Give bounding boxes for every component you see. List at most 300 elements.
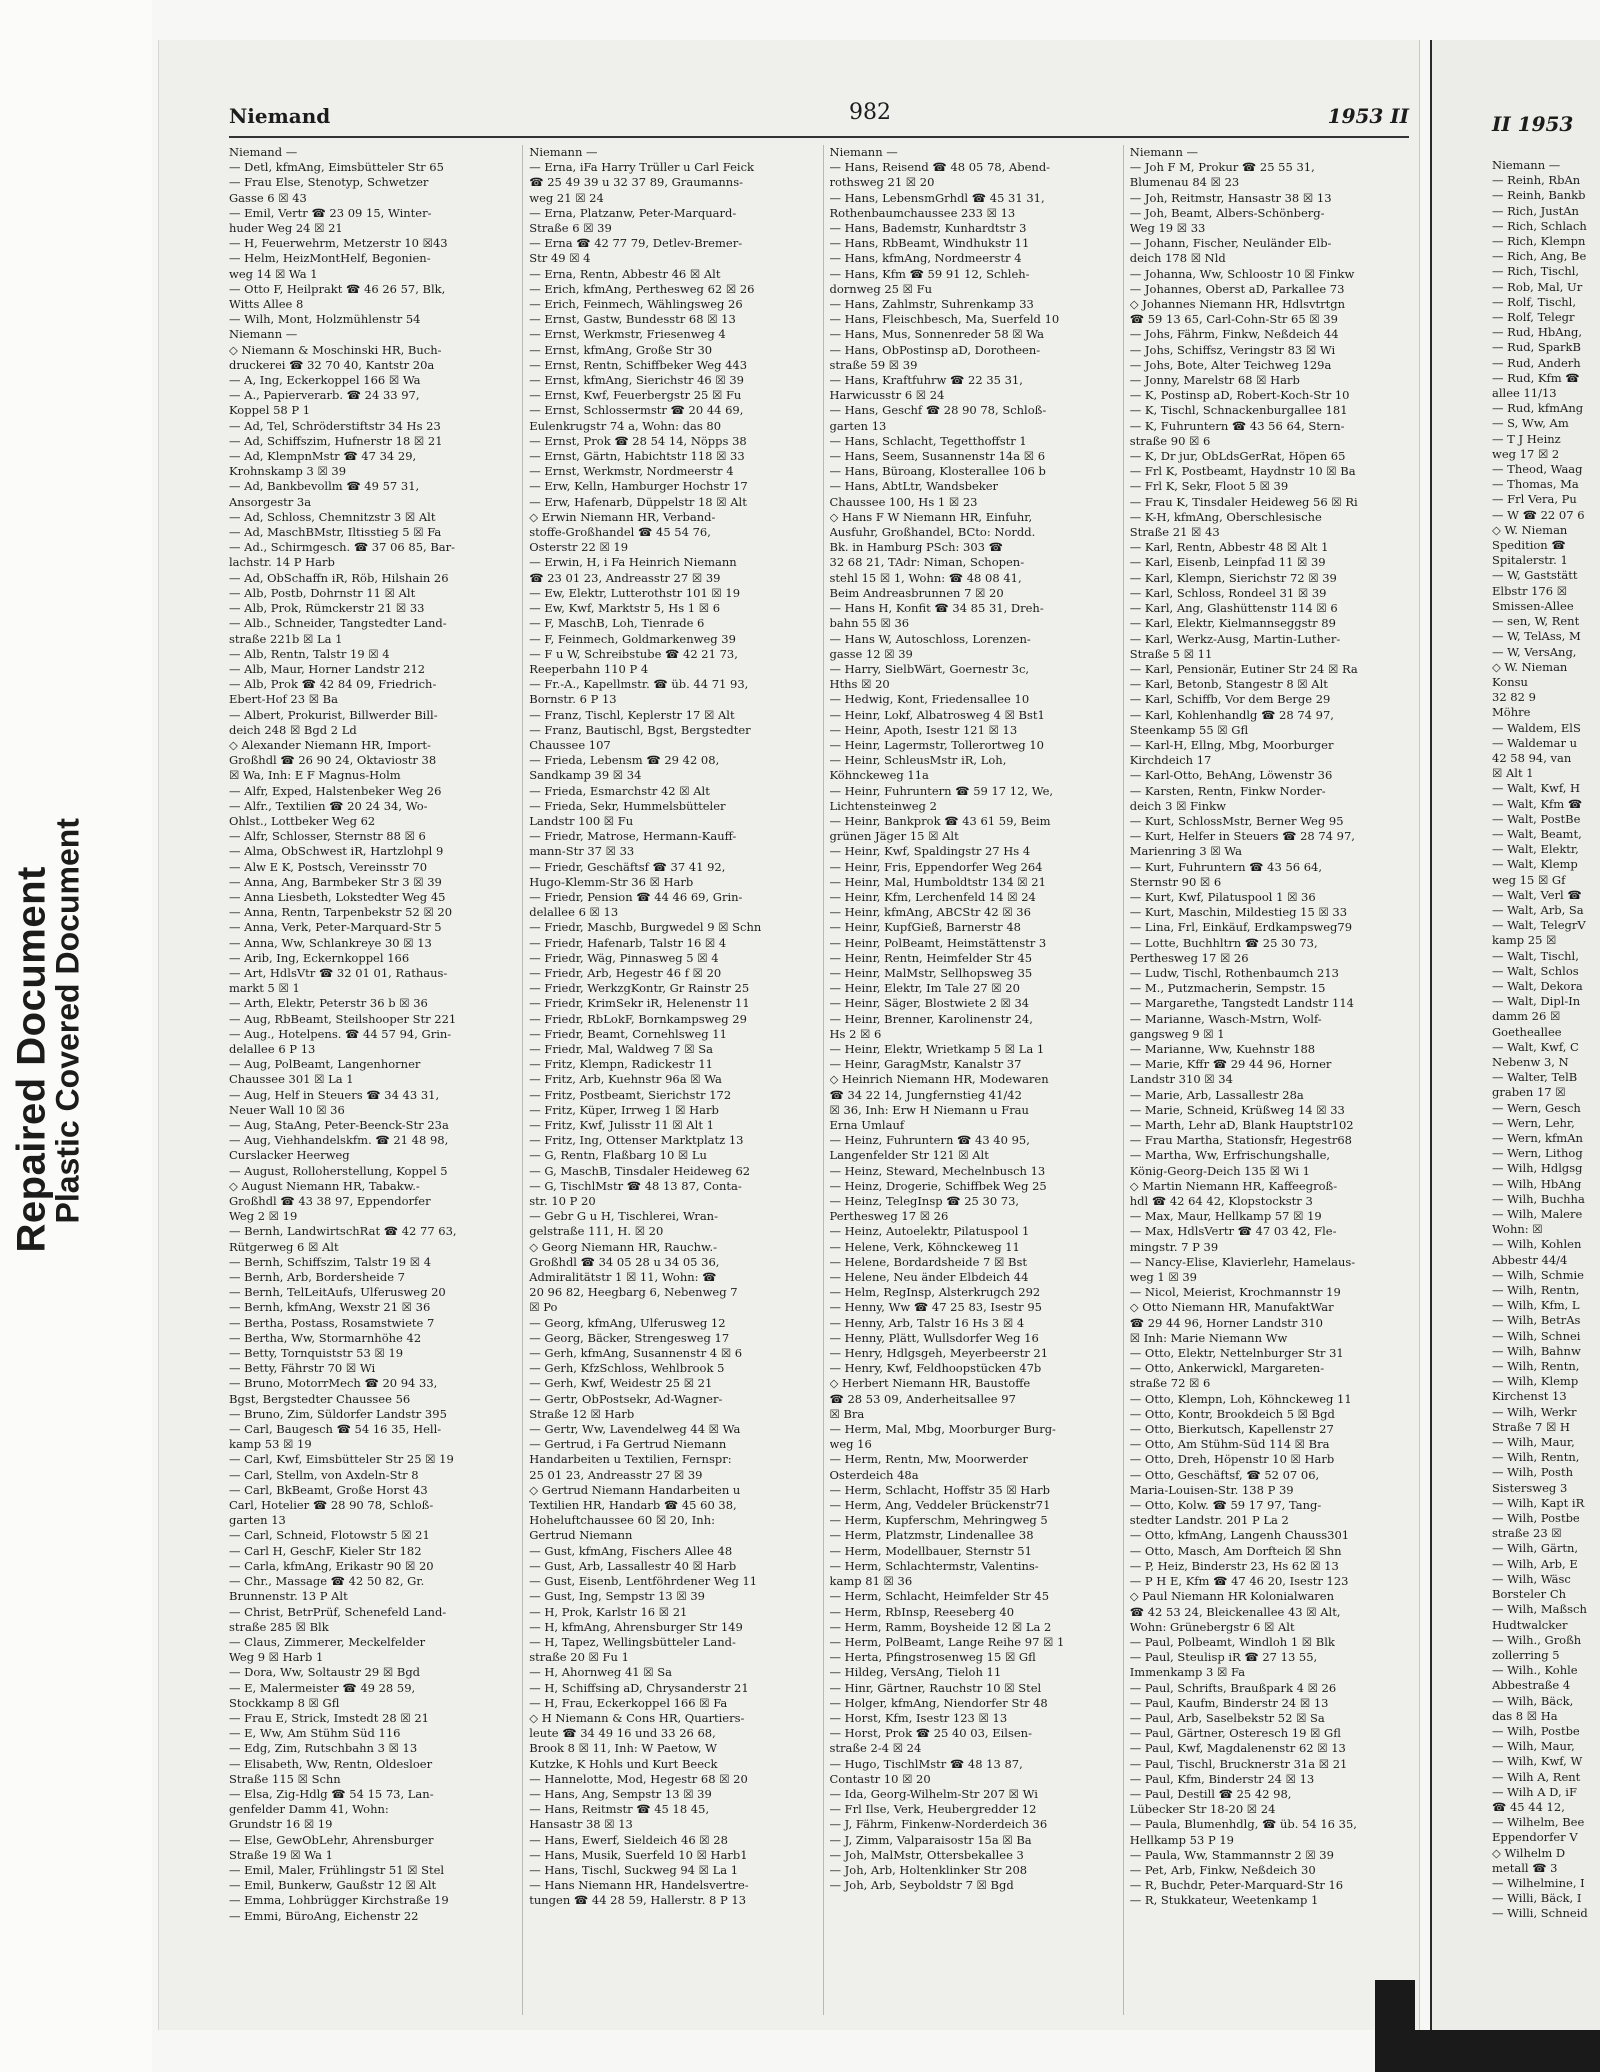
directory-entry: — Willi, Bäck, I — [1492, 1891, 1582, 1906]
directory-entry: — Aug, RbBeamt, Steilshooper Str 221 — [229, 1011, 457, 1026]
directory-entry: — Helene, Neu änder Elbdeich 44 — [829, 1270, 1029, 1285]
directory-entry: — Otto, kfmAng, Langenh Chauss301 — [1129, 1528, 1350, 1543]
directory-entry: — Rich, Tischl, — [1492, 264, 1580, 279]
directory-entry: — Gerh, KfzSchloss, Wehlbrook 5 — [529, 1361, 725, 1376]
directory-entry: — Helene, Bordardsheide 7 ☒ Bst — [829, 1254, 1027, 1269]
directory-entry: — E, Ww, Am Stühm Süd 116 — [229, 1726, 401, 1741]
directory-entry: — Betty, Fährstr 70 ☒ Wi — [229, 1361, 376, 1376]
directory-entry: — Wilh, Schmie — [1492, 1267, 1584, 1282]
directory-entry: Koppel 58 P 1 — [229, 403, 311, 418]
directory-entry: — Paul, Kaufm, Binderstr 24 ☒ 13 — [1129, 1695, 1329, 1710]
directory-entry: graben 17 ☒ — [1492, 1085, 1566, 1100]
directory-entry: — Erna, Platzanw, Peter-Marquard- — [529, 205, 737, 220]
directory-entry: — Walt, Kfm ☎ — [1492, 796, 1583, 811]
directory-entry: — Lina, Frl, Einkäuf, Erdkampsweg79 — [1129, 920, 1353, 935]
directory-entry: ☒ Po — [529, 1300, 558, 1315]
directory-entry: — Wilh, Rentn, — [1492, 1450, 1580, 1465]
header-guide-word: Niemand — [229, 104, 331, 128]
directory-entry: — Ernst, Prok ☎ 28 54 14, Nöpps 38 — [529, 433, 747, 448]
directory-entry: — Anna Liesbeth, Lokstedter Weg 45 — [229, 889, 446, 904]
directory-entry: 32 68 21, TAdr: Niman, Schopen- — [829, 555, 1025, 570]
directory-entry: — Wilh, Wäsc — [1492, 1571, 1571, 1586]
directory-entry: — Otto, Elektr, Nettelnburger Str 31 — [1129, 1346, 1344, 1361]
column-4 — [1123, 145, 1409, 2015]
directory-entry: — F, MaschB, Loh, Tienrade 6 — [529, 616, 705, 631]
directory-entry: — Wilh, Maur, — [1492, 1739, 1575, 1754]
directory-entry: — Kurt, SchlossMstr, Berner Weg 95 — [1129, 813, 1344, 828]
directory-entry: ◇ Wilhelm D — [1492, 1845, 1566, 1860]
directory-entry: — Aug, Helf in Steuers ☎ 34 43 31, — [229, 1087, 440, 1102]
directory-entry: — Wilh, Postbe — [1492, 1723, 1580, 1738]
directory-entry: Weg 19 ☒ 33 — [1129, 221, 1206, 236]
directory-entry: 25 01 23, Andreasstr 27 ☒ 39 — [529, 1467, 703, 1482]
directory-entry: — Anna, Verk, Peter-Marquard-Str 5 — [229, 920, 442, 935]
directory-entry: — Walt, Arb, Sa — [1492, 902, 1584, 917]
directory-entry: Kirchenst 13 — [1492, 1389, 1567, 1404]
directory-entry: weg 1 ☒ 39 — [1129, 1270, 1197, 1285]
directory-entry: — Herm, Ang, Veddeler Brückenstr71 — [829, 1498, 1051, 1513]
directory-entry: — Wilh, Rentn, — [1492, 1359, 1580, 1374]
directory-entry: — Walt, Beamt, — [1492, 826, 1582, 841]
directory-entry: — Wilh, Rentn, — [1492, 1283, 1580, 1298]
directory-entry: — Georg, kfmAng, Ulferusweg 12 — [529, 1315, 726, 1330]
directory-entry: kamp 53 ☒ 19 — [229, 1437, 312, 1452]
directory-entry: — Walt, TelegrV — [1492, 918, 1586, 933]
directory-entry: tungen ☎ 44 28 59, Hallerstr. 8 P 13 — [529, 1893, 747, 1908]
directory-entry: straße 20 ☒ Fu 1 — [529, 1650, 629, 1665]
directory-entry: — Rich, Klempn — [1492, 234, 1586, 249]
directory-entry: — Wilh., Kohle — [1492, 1663, 1578, 1678]
directory-entry: — Bernh, Schiffszim, Talstr 19 ☒ 4 — [229, 1254, 432, 1269]
directory-entry: deich 178 ☒ Nld — [1129, 251, 1226, 266]
directory-entry: — Gerh, Kwf, Weidestr 25 ☒ 21 — [529, 1376, 713, 1391]
directory-entry: — Ernst, Gärtn, Habichtstr 118 ☒ 33 — [529, 449, 745, 464]
directory-entry: — Wilhelm, Bee — [1492, 1815, 1585, 1830]
directory-entry: — Heinr, Mal, Humboldtstr 134 ☒ 21 — [829, 874, 1046, 889]
directory-entry: Neuer Wall 10 ☒ 36 — [229, 1102, 345, 1117]
directory-entry: — Karl, Elektr, Kielmannseggstr 89 — [1129, 616, 1336, 631]
directory-entry: Ansorgestr 3a — [229, 494, 312, 509]
directory-entry: lachstr. 14 P Harb — [229, 555, 335, 570]
directory-entry: — Gertr, Ww, Lavendelweg 44 ☒ Wa — [529, 1422, 741, 1437]
directory-entry: Rütgerweg 6 ☒ Alt — [229, 1239, 339, 1254]
directory-entry: Ausfuhr, Großhandel, BCto: Nordd. — [829, 525, 1036, 540]
directory-entry: mann-Str 37 ☒ 33 — [529, 844, 635, 859]
directory-entry: — Henry, Hdlgsgeh, Meyerbeerstr 21 — [829, 1346, 1049, 1361]
directory-entry: — Heinr, Rentn, Heimfelder Str 45 — [829, 950, 1033, 965]
directory-entry: — Fritz, Arb, Kuehnstr 96a ☒ Wa — [529, 1072, 722, 1087]
directory-entry: — H, Frau, Eckerkoppel 166 ☒ Fa — [529, 1695, 728, 1710]
directory-entry: ☒ Inh: Marie Niemann Ww — [1129, 1330, 1288, 1345]
directory-entry: — Alma, ObSchwest iR, Hartzlohpl 9 — [229, 844, 444, 859]
directory-entry: — Otto, Dreh, Höpenstr 10 ☒ Harb — [1129, 1452, 1335, 1467]
directory-entry: Straße 21 ☒ 43 — [1129, 525, 1220, 540]
directory-entry: — Otto, Am Stühm-Süd 114 ☒ Bra — [1129, 1437, 1330, 1452]
directory-entry: ☎ 59 13 65, Carl-Cohn-Str 65 ☒ 39 — [1129, 312, 1338, 327]
directory-entry: — Ernst, Kwf, Feuerbergstr 25 ☒ Fu — [529, 388, 742, 403]
directory-entry: — Art, HdlsVtr ☎ 32 01 01, Rathaus- — [229, 965, 448, 980]
company-entry: ◇ Johannes Niemann HR, Hdlsvtrtgn — [1129, 297, 1345, 312]
directory-entry: ☒ Wa, Inh: E F Magnus-Holm — [229, 768, 401, 783]
directory-entry: — Friedr, Maschb, Burgwedel 9 ☒ Schn — [529, 920, 762, 935]
directory-entry: — Hans, Reisend ☎ 48 05 78, Abend- — [829, 160, 1051, 175]
directory-entry: — Paul, Tischl, Brucknerstr 31a ☒ 21 — [1129, 1756, 1348, 1771]
directory-entry: — Carl, BkBeamt, Große Horst 43 — [229, 1482, 428, 1497]
directory-entry: — Reinh, RbAn — [1492, 173, 1581, 188]
directory-entry: Niemand — — [229, 145, 298, 159]
directory-entry: Eppendorfer V — [1492, 1830, 1578, 1845]
directory-entry: rothsweg 21 ☒ 20 — [829, 175, 935, 190]
directory-entry: — Bernh, kfmAng, Wexstr 21 ☒ 36 — [229, 1300, 431, 1315]
directory-entry: Weg 2 ☒ 19 — [229, 1209, 298, 1224]
directory-entry: ◇ W. Nieman — [1492, 522, 1568, 537]
directory-entry: weg 15 ☒ Gf — [1492, 872, 1566, 887]
directory-entry: — Hans, Kfm ☎ 59 91 12, Schleh- — [829, 266, 1030, 281]
directory-entry: — Friedr, KrimSekr iR, Helenenstr 11 — [529, 996, 750, 1011]
adjacent-page-column — [1492, 158, 1600, 1922]
directory-entry: — Walt, Dipl-In — [1492, 994, 1581, 1009]
directory-entry: Handarbeiten u Textilien, Fernspr: — [529, 1452, 732, 1467]
directory-entry: — Gust, kfmAng, Fischers Allee 48 — [529, 1543, 733, 1558]
directory-entry: — Alfr, Schlosser, Sternstr 88 ☒ 6 — [229, 829, 426, 844]
directory-entry: — Karl, Kohlenhandlg ☎ 28 74 97, — [1129, 707, 1334, 722]
directory-entry: — Wilh, Bäck, — [1492, 1693, 1574, 1708]
directory-entry: — Wilh, Malere — [1492, 1207, 1583, 1222]
directory-entry: — Willi, Schneid — [1492, 1906, 1588, 1921]
directory-entry: — Wilh, Kwf, W — [1492, 1754, 1583, 1769]
directory-entry: Brunnenstr. 13 P Alt — [229, 1589, 348, 1604]
directory-entry: Osterstr 22 ☒ 19 — [529, 540, 629, 555]
directory-entry: — Alb, Maur, Horner Landstr 212 — [229, 661, 426, 676]
directory-entry: Erna Umlauf — [829, 1118, 905, 1132]
directory-entry: — H, Prok, Karlstr 16 ☒ 21 — [529, 1604, 688, 1619]
directory-entry: — Heinr, SchleusMstr iR, Loh, — [829, 753, 1007, 768]
directory-entry: — Hans, RbBeamt, Windhukstr 11 — [829, 236, 1030, 251]
directory-entry: ☎ 29 44 96, Horner Landstr 310 — [1129, 1315, 1323, 1330]
directory-entry: Spitalerstr. 1 — [1492, 553, 1568, 568]
directory-entry: Chaussee 100, Hs 1 ☒ 23 — [829, 494, 978, 509]
directory-entry: — Helene, Verk, Köhnckeweg 11 — [829, 1239, 1020, 1254]
directory-entry: — Marianne, Wasch-Mstrn, Wolf- — [1129, 1011, 1322, 1026]
directory-entry: Niemann — — [1492, 158, 1561, 172]
directory-entry: — Herm, RbInsp, Reeseberg 40 — [829, 1604, 1015, 1619]
adjacent-page — [1430, 40, 1600, 2072]
directory-entry: — Otto, Masch, Am Dorfteich ☒ Shn — [1129, 1543, 1342, 1558]
directory-entry: Sandkamp 39 ☒ 34 — [529, 768, 642, 783]
directory-entry: Köhnckeweg 11a — [829, 768, 929, 783]
directory-entry: — Walt, Tischl, — [1492, 948, 1579, 963]
directory-entry: — T J Heinz — [1492, 431, 1561, 446]
directory-entry: garten 13 — [829, 418, 887, 433]
directory-entry: — Frieda, Lebensm ☎ 29 42 08, — [529, 753, 720, 768]
directory-entry: — Karl-H, Ellng, Mbg, Moorburger — [1129, 737, 1334, 752]
directory-entry: allee 11/13 — [1492, 386, 1557, 401]
directory-entry: — Alb, Prok ☎ 42 84 09, Friedrich- — [229, 677, 437, 692]
directory-entry: Konsu — [1492, 674, 1528, 689]
directory-entry: — Reinh, Bankb — [1492, 188, 1586, 203]
company-entry: ◇ August Niemann HR, Tabakw.- — [229, 1178, 420, 1193]
directory-entry: — Herm, Ramm, Boysheide 12 ☒ La 2 — [829, 1619, 1052, 1634]
directory-entry: — Edg, Zim, Rutschbahn 3 ☒ 13 — [229, 1741, 418, 1756]
directory-entry: — Fritz, Postbeamt, Sierichstr 172 — [529, 1087, 732, 1102]
directory-entry: — Wilh, Klemp — [1492, 1374, 1579, 1389]
directory-entry: — Hans, Fleischbesch, Ma, Suerfeld 10 — [829, 312, 1060, 327]
directory-entry: — Henny, Ww ☎ 47 25 83, Isestr 95 — [829, 1300, 1042, 1315]
directory-entry: Sternstr 90 ☒ 6 — [1129, 874, 1222, 889]
directory-entry: — Karl, Schloss, Rondeel 31 ☒ 39 — [1129, 585, 1327, 600]
directory-entry: — Wern, Gesch — [1492, 1100, 1581, 1115]
directory-entry: straße 72 ☒ 6 — [1129, 1376, 1211, 1391]
directory-entry: zollerring 5 — [1492, 1647, 1560, 1662]
directory-entry: delallee 6 ☒ 13 — [529, 905, 619, 920]
company-entry: ◇ Georg Niemann HR, Rauchw.- — [529, 1239, 718, 1254]
directory-entry: Hths ☒ 20 — [829, 677, 890, 692]
directory-entry: Langenfelder Str 121 ☒ Alt — [829, 1148, 989, 1163]
company-entry: ◇ Gertrud Niemann Handarbeiten u — [529, 1482, 741, 1497]
directory-entry: — Henny, Arb, Talstr 16 Hs 3 ☒ 4 — [829, 1315, 1025, 1330]
directory-entry: — Gertr, ObPostsekr, Ad-Wagner- — [529, 1391, 723, 1406]
directory-entry: — Hans, Ewerf, Sieldeich 46 ☒ 28 — [529, 1832, 728, 1847]
directory-entry: straße 221b ☒ La 1 — [229, 631, 343, 646]
directory-entry: — Karl, Rentn, Abbestr 48 ☒ Alt 1 — [1129, 540, 1329, 555]
directory-entry: — E, Malermeister ☎ 49 28 59, — [229, 1680, 416, 1695]
directory-entry: — Wilh, Maur, — [1492, 1435, 1575, 1450]
directory-entry: — Johs, Schiffsz, Veringstr 83 ☒ Wi — [1129, 342, 1336, 357]
directory-entry: — J, Zimm, Valparaisostr 15a ☒ Ba — [829, 1832, 1032, 1847]
directory-entry: — Christ, BetrPrüf, Schenefeld Land- — [229, 1604, 447, 1619]
directory-entry: Niemann — — [229, 327, 298, 342]
directory-entry: — Wilh A D, iF — [1492, 1784, 1577, 1799]
directory-entry: — Kurt, Maschin, Mildestieg 15 ☒ 33 — [1129, 905, 1348, 920]
directory-entry: Nebenw 3, N — [1492, 1054, 1569, 1069]
directory-entry: König-Georg-Deich 135 ☒ Wi 1 — [1129, 1163, 1310, 1178]
directory-entry: — Rolf, Tischl, — [1492, 294, 1577, 309]
directory-entry: — Ad, Schiffszim, Hufnerstr 18 ☒ 21 — [229, 433, 443, 448]
directory-entry: ☒ Bra — [829, 1406, 865, 1421]
directory-entry: — Karl, Pensionär, Eutiner Str 24 ☒ Ra — [1129, 661, 1358, 676]
directory-entry: — K-H, kfmAng, Oberschlesische — [1129, 509, 1322, 524]
directory-entry: — Hinr, Gärtner, Rauchstr 10 ☒ Stel — [829, 1680, 1042, 1695]
directory-entry: — Friedr, RbLokF, Bornkampsweg 29 — [529, 1011, 747, 1026]
directory-entry: — Joh, Beamt, Albers-Schönberg- — [1129, 205, 1325, 220]
directory-entry: — Heinr, Brenner, Karolinenstr 24, — [829, 1011, 1033, 1026]
company-entry: ◇ Herbert Niemann HR, Baustoffe — [829, 1376, 1031, 1391]
directory-entry: — Bertha, Postass, Rosamstwiete 7 — [229, 1315, 435, 1330]
directory-entry: — Franz, Tischl, Keplerstr 17 ☒ Alt — [529, 707, 735, 722]
directory-entry: — Rud, HbAng, — [1492, 325, 1583, 340]
directory-entry: — Paul, Destill ☎ 25 42 98, — [1129, 1786, 1292, 1801]
directory-entry: Perthesweg 17 ☒ 26 — [1129, 950, 1249, 965]
directory-entry: ☎ 34 22 14, Jungfernstieg 41/42 — [829, 1087, 1022, 1102]
directory-entry: — Bruno, MotorrMech ☎ 20 94 33, — [229, 1376, 438, 1391]
directory-entry: — Karl-Otto, BehAng, Löwenstr 36 — [1129, 768, 1333, 783]
directory-entry: — F, Feinmech, Goldmarkenweg 39 — [529, 631, 736, 646]
directory-entry: Bk. in Hamburg PSch: 303 ☎ — [829, 540, 1003, 555]
directory-entry: — Carl, Baugesch ☎ 54 16 35, Hell- — [229, 1422, 442, 1437]
directory-entry: kamp 25 ☒ — [1492, 933, 1557, 948]
directory-entry: — K, Tischl, Schnackenburgallee 181 — [1129, 403, 1348, 418]
directory-entry: Straße 5 ☒ 11 — [1129, 646, 1213, 661]
directory-entry: — Karl, Klempn, Sierichstr 72 ☒ 39 — [1129, 570, 1337, 585]
directory-entry: — Frau Martha, Stationsfr, Hegestr68 — [1129, 1133, 1352, 1148]
column-2 — [522, 145, 808, 2015]
directory-entry: — Ad, KlempnMstr ☎ 47 34 29, — [229, 449, 417, 464]
directory-entry: — Heinz, Steward, Mechelnbusch 13 — [829, 1163, 1046, 1178]
directory-entry: — Wilh, Schnei — [1492, 1328, 1581, 1343]
directory-entry: — Paul, Arb, Saselbekstr 52 ☒ Sa — [1129, 1710, 1325, 1725]
directory-entry: — Hans, Kraftfuhrw ☎ 22 35 31, — [829, 373, 1023, 388]
directory-entry: — Ida, Georg-Wilhelm-Str 207 ☒ Wi — [829, 1786, 1038, 1801]
directory-entry: Straße 12 ☒ Harb — [529, 1406, 635, 1421]
directory-entry: weg 14 ☒ Wa 1 — [229, 266, 318, 281]
directory-entry: Lichtensteinweg 2 — [829, 798, 937, 813]
directory-entry: — Frau Else, Stenotyp, Schwetzer — [229, 175, 429, 190]
directory-entry: — Ernst, Schlossermstr ☎ 20 44 69, — [529, 403, 744, 418]
directory-entry: — Henry, Kwf, Feldhoopstücken 47b — [829, 1361, 1042, 1376]
directory-entry: Niemann — — [1129, 145, 1199, 159]
directory-entry: Blumenau 84 ☒ 23 — [1129, 175, 1240, 190]
directory-entry: — S, Ww, Am — [1492, 416, 1569, 431]
directory-entry: — Friedr, Wäg, Pinnasweg 5 ☒ 4 — [529, 950, 719, 965]
directory-entry: Niemann — — [529, 145, 598, 159]
directory-entry: Borsteler Ch — [1492, 1587, 1567, 1602]
directory-entry: — Horst, Kfm, Isestr 123 ☒ 13 — [829, 1710, 1008, 1725]
directory-entry: — Ernst, kfmAng, Sierichstr 46 ☒ 39 — [529, 373, 744, 388]
directory-entry: Carl, Hotelier ☎ 28 90 78, Schloß- — [229, 1498, 434, 1513]
directory-entry: — Ad., Schirmgesch. ☎ 37 06 85, Bar- — [229, 540, 456, 555]
directory-entry: — Helm, HeizMontHelf, Begonien- — [229, 251, 431, 266]
directory-entry: Möhre — [1492, 705, 1531, 720]
directory-entry: — Rich, Schlach — [1492, 218, 1587, 233]
directory-entry: — Joh, MalMstr, Ottersbekallee 3 — [829, 1847, 1024, 1862]
directory-entry: — Alw E K, Postsch, Vereinsstr 70 — [229, 859, 428, 874]
directory-entry: — Otto, Klempn, Loh, Köhnckeweg 11 — [1129, 1391, 1352, 1406]
directory-entry: — Friedr, Arb, Hegestr 46 f ☒ 20 — [529, 965, 722, 980]
directory-entry: — Holger, kfmAng, Niendorfer Str 48 — [829, 1695, 1048, 1710]
directory-entry: — Wilh, Werkr — [1492, 1404, 1577, 1419]
directory-entry: — Friedr, Matrose, Hermann-Kauff- — [529, 829, 737, 844]
directory-entry: — Hans, LebensmGrhdl ☎ 45 31 31, — [829, 190, 1045, 205]
directory-entry: — Carl H, GeschF, Kieler Str 182 — [229, 1543, 422, 1558]
directory-entry: — Hans, Zahlmstr, Suhrenkamp 33 — [829, 297, 1034, 312]
directory-entry: Großhdl ☎ 26 90 24, Oktaviostr 38 — [229, 753, 437, 768]
directory-entry: — Fritz, Küper, Irrweg 1 ☒ Harb — [529, 1102, 719, 1117]
directory-entry: Straße 115 ☒ Schn — [229, 1771, 341, 1786]
directory-entry: — Carl, Schneid, Flotowstr 5 ☒ 21 — [229, 1528, 430, 1543]
directory-entry: — Wilh A, Rent — [1492, 1769, 1581, 1784]
directory-entry: das 8 ☒ Ha — [1492, 1708, 1558, 1723]
directory-entry: — Hans, ObPostinsp aD, Dorotheen- — [829, 342, 1041, 357]
directory-entry: Smissen-Allee — [1492, 598, 1574, 613]
directory-entry: Großhdl ☎ 34 05 28 u 34 05 36, — [529, 1254, 720, 1269]
directory-entry: — Kurt, Helfer in Steuers ☎ 28 74 97, — [1129, 829, 1355, 844]
directory-entry: — Heinz, Autoelektr, Pilatuspool 1 — [829, 1224, 1030, 1239]
directory-entry: — J, Fährm, Finkenw-Norderdeich 36 — [829, 1817, 1048, 1832]
directory-entry: — Chr., Massage ☎ 42 50 82, Gr. — [229, 1574, 425, 1589]
directory-entry: Stockkamp 8 ☒ Gfl — [229, 1695, 340, 1710]
directory-entry: — Gust, Eisenb, Lentföhrdener Weg 11 — [529, 1574, 758, 1589]
directory-entry: — Paul, Schrifts, Braußpark 4 ☒ 26 — [1129, 1680, 1337, 1695]
directory-entry: — H, Ahornweg 41 ☒ Sa — [529, 1665, 672, 1680]
directory-entry: — Margarethe, Tangstedt Landstr 114 — [1129, 996, 1354, 1011]
directory-entry: — Hans H, Konfit ☎ 34 85 31, Dreh- — [829, 601, 1044, 616]
directory-entry: — Wilh, Postbe — [1492, 1511, 1580, 1526]
directory-entry: Marienring 3 ☒ Wa — [1129, 844, 1242, 859]
directory-entry: 32 82 9 — [1492, 690, 1536, 705]
directory-entry: — Otto, Ankerwickl, Margareten- — [1129, 1361, 1325, 1376]
directory-entry: — Martha, Ww, Erfrischungshalle, — [1129, 1148, 1331, 1163]
directory-entry: — Joh F M, Prokur ☎ 25 55 31, — [1129, 160, 1315, 175]
directory-entry: — Hans, Tischl, Suckweg 94 ☒ La 1 — [529, 1862, 739, 1877]
directory-entry: — Ad, ObSchaffn iR, Röb, Hilshain 26 — [229, 570, 449, 585]
directory-entry: — Ernst, Rentn, Schiffbeker Weg 443 — [529, 357, 748, 372]
directory-entry: str. 10 P 20 — [529, 1194, 596, 1209]
directory-entry: — Emma, Lohbrügger Kirchstraße 19 — [229, 1893, 449, 1908]
directory-entry: — Fritz, Ing, Ottenser Marktplatz 13 — [529, 1133, 744, 1148]
directory-entry: 20 96 82, Heegbarg 6, Nebenweg 7 — [529, 1285, 738, 1300]
directory-entry: — Kurt, Kwf, Pilatuspool 1 ☒ 36 — [1129, 889, 1316, 904]
company-entry: ◇ H Niemann & Cons HR, Quartiers- — [529, 1710, 745, 1725]
directory-entry: — Hannelotte, Mod, Hegestr 68 ☒ 20 — [529, 1771, 748, 1786]
directory-entry: — Alb, Rentn, Talstr 19 ☒ 4 — [229, 646, 390, 661]
directory-entry: — Dora, Ww, Soltaustr 29 ☒ Bgd — [229, 1665, 421, 1680]
directory-entry: ☎ 25 49 39 u 32 37 89, Graumanns- — [529, 175, 743, 190]
directory-entry: Straße 19 ☒ Wa 1 — [229, 1847, 333, 1862]
directory-entry: stoffe-Großhandel ☎ 45 54 76, — [529, 525, 711, 540]
directory-entry: — Erw, Hafenarb, Düppelstr 18 ☒ Alt — [529, 494, 747, 509]
directory-entry: — Wilh, Maßsch — [1492, 1602, 1587, 1617]
directory-entry: Gasse 6 ☒ 43 — [229, 190, 307, 205]
directory-entry: — Heinr, Elektr, Im Tale 27 ☒ 20 — [829, 981, 1020, 996]
directory-entry: — Fr.-A., Kapellmstr. ☎ üb. 44 71 93, — [529, 677, 749, 692]
directory-entry: — Else, GewObLehr, Ahrensburger — [229, 1832, 434, 1847]
directory-entry: — Georg, Bäcker, Strengesweg 17 — [529, 1330, 730, 1345]
directory-entry: — H, Tapez, Wellingsbütteler Land- — [529, 1634, 736, 1649]
directory-entry: — Frau K, Tinsdaler Heideweg 56 ☒ Ri — [1129, 494, 1358, 509]
directory-entry: — Ernst, Gastw, Bundesstr 68 ☒ 13 — [529, 312, 736, 327]
directory-entry: Krohnskamp 3 ☒ 39 — [229, 464, 347, 479]
directory-entry: — Rich, JustAn — [1492, 203, 1579, 218]
directory-entry: Abbestraße 4 — [1492, 1678, 1571, 1693]
directory-entry: — Marie, Schneid, Krüßweg 14 ☒ 33 — [1129, 1102, 1345, 1117]
directory-entry: — Harry, SielbWärt, Goernestr 3c, — [829, 661, 1030, 676]
directory-entry: Chaussee 301 ☒ La 1 — [229, 1072, 354, 1087]
directory-entry: — Ad, Bankbevollm ☎ 49 57 31, — [229, 479, 420, 494]
directory-entry: — Herm, Rentn, Mw, Moorwerder — [829, 1452, 1028, 1467]
directory-entry: — Emil, Vertr ☎ 23 09 15, Winter- — [229, 205, 432, 220]
directory-entry: — Jonny, Marelstr 68 ☒ Harb — [1129, 373, 1300, 388]
directory-entry: — M., Putzmacherin, Sempstr. 15 — [1129, 981, 1326, 996]
directory-entry: — Herta, Pfingstrosenweg 15 ☒ Gfl — [829, 1650, 1036, 1665]
directory-entry: — Bertha, Ww, Stormarnhöhe 42 — [229, 1330, 422, 1345]
directory-entry: — Marianne, Ww, Kuehnstr 188 — [1129, 1041, 1316, 1056]
directory-entry: — Paul, Steulisp iR ☎ 27 13 55, — [1129, 1650, 1318, 1665]
directory-entry: — Bernh, Arb, Bordersheide 7 — [229, 1270, 405, 1285]
directory-entry: — Hans W, Autoschloss, Lorenzen- — [829, 631, 1031, 646]
directory-entry: — Otto F, Heilprakt ☎ 46 26 57, Blk, — [229, 281, 446, 296]
directory-entry: bahn 55 ☒ 36 — [829, 616, 910, 631]
directory-entry: weg 17 ☒ 2 — [1492, 446, 1560, 461]
directory-entry: — Ad, MaschBMstr, Iltisstieg 5 ☒ Fa — [229, 525, 442, 540]
directory-entry: — H, Schiffsing aD, Chrysanderstr 21 — [529, 1680, 749, 1695]
directory-entry: Lübecker Str 18-20 ☒ 24 — [1129, 1802, 1276, 1817]
directory-entry: — Erna, Rentn, Abbestr 46 ☒ Alt — [529, 266, 721, 281]
directory-entry: — Hans, Büroang, Klosterallee 106 b — [829, 464, 1046, 479]
directory-entry: — sen, W, Rent — [1492, 614, 1580, 629]
directory-entry: ☎ 28 53 09, Anderheitsallee 97 — [829, 1391, 1016, 1406]
company-entry: ◇ Paul Niemann HR Kolonialwaren — [1129, 1589, 1335, 1604]
directory-entry: gelstraße 111, H. ☒ 20 — [529, 1224, 664, 1239]
